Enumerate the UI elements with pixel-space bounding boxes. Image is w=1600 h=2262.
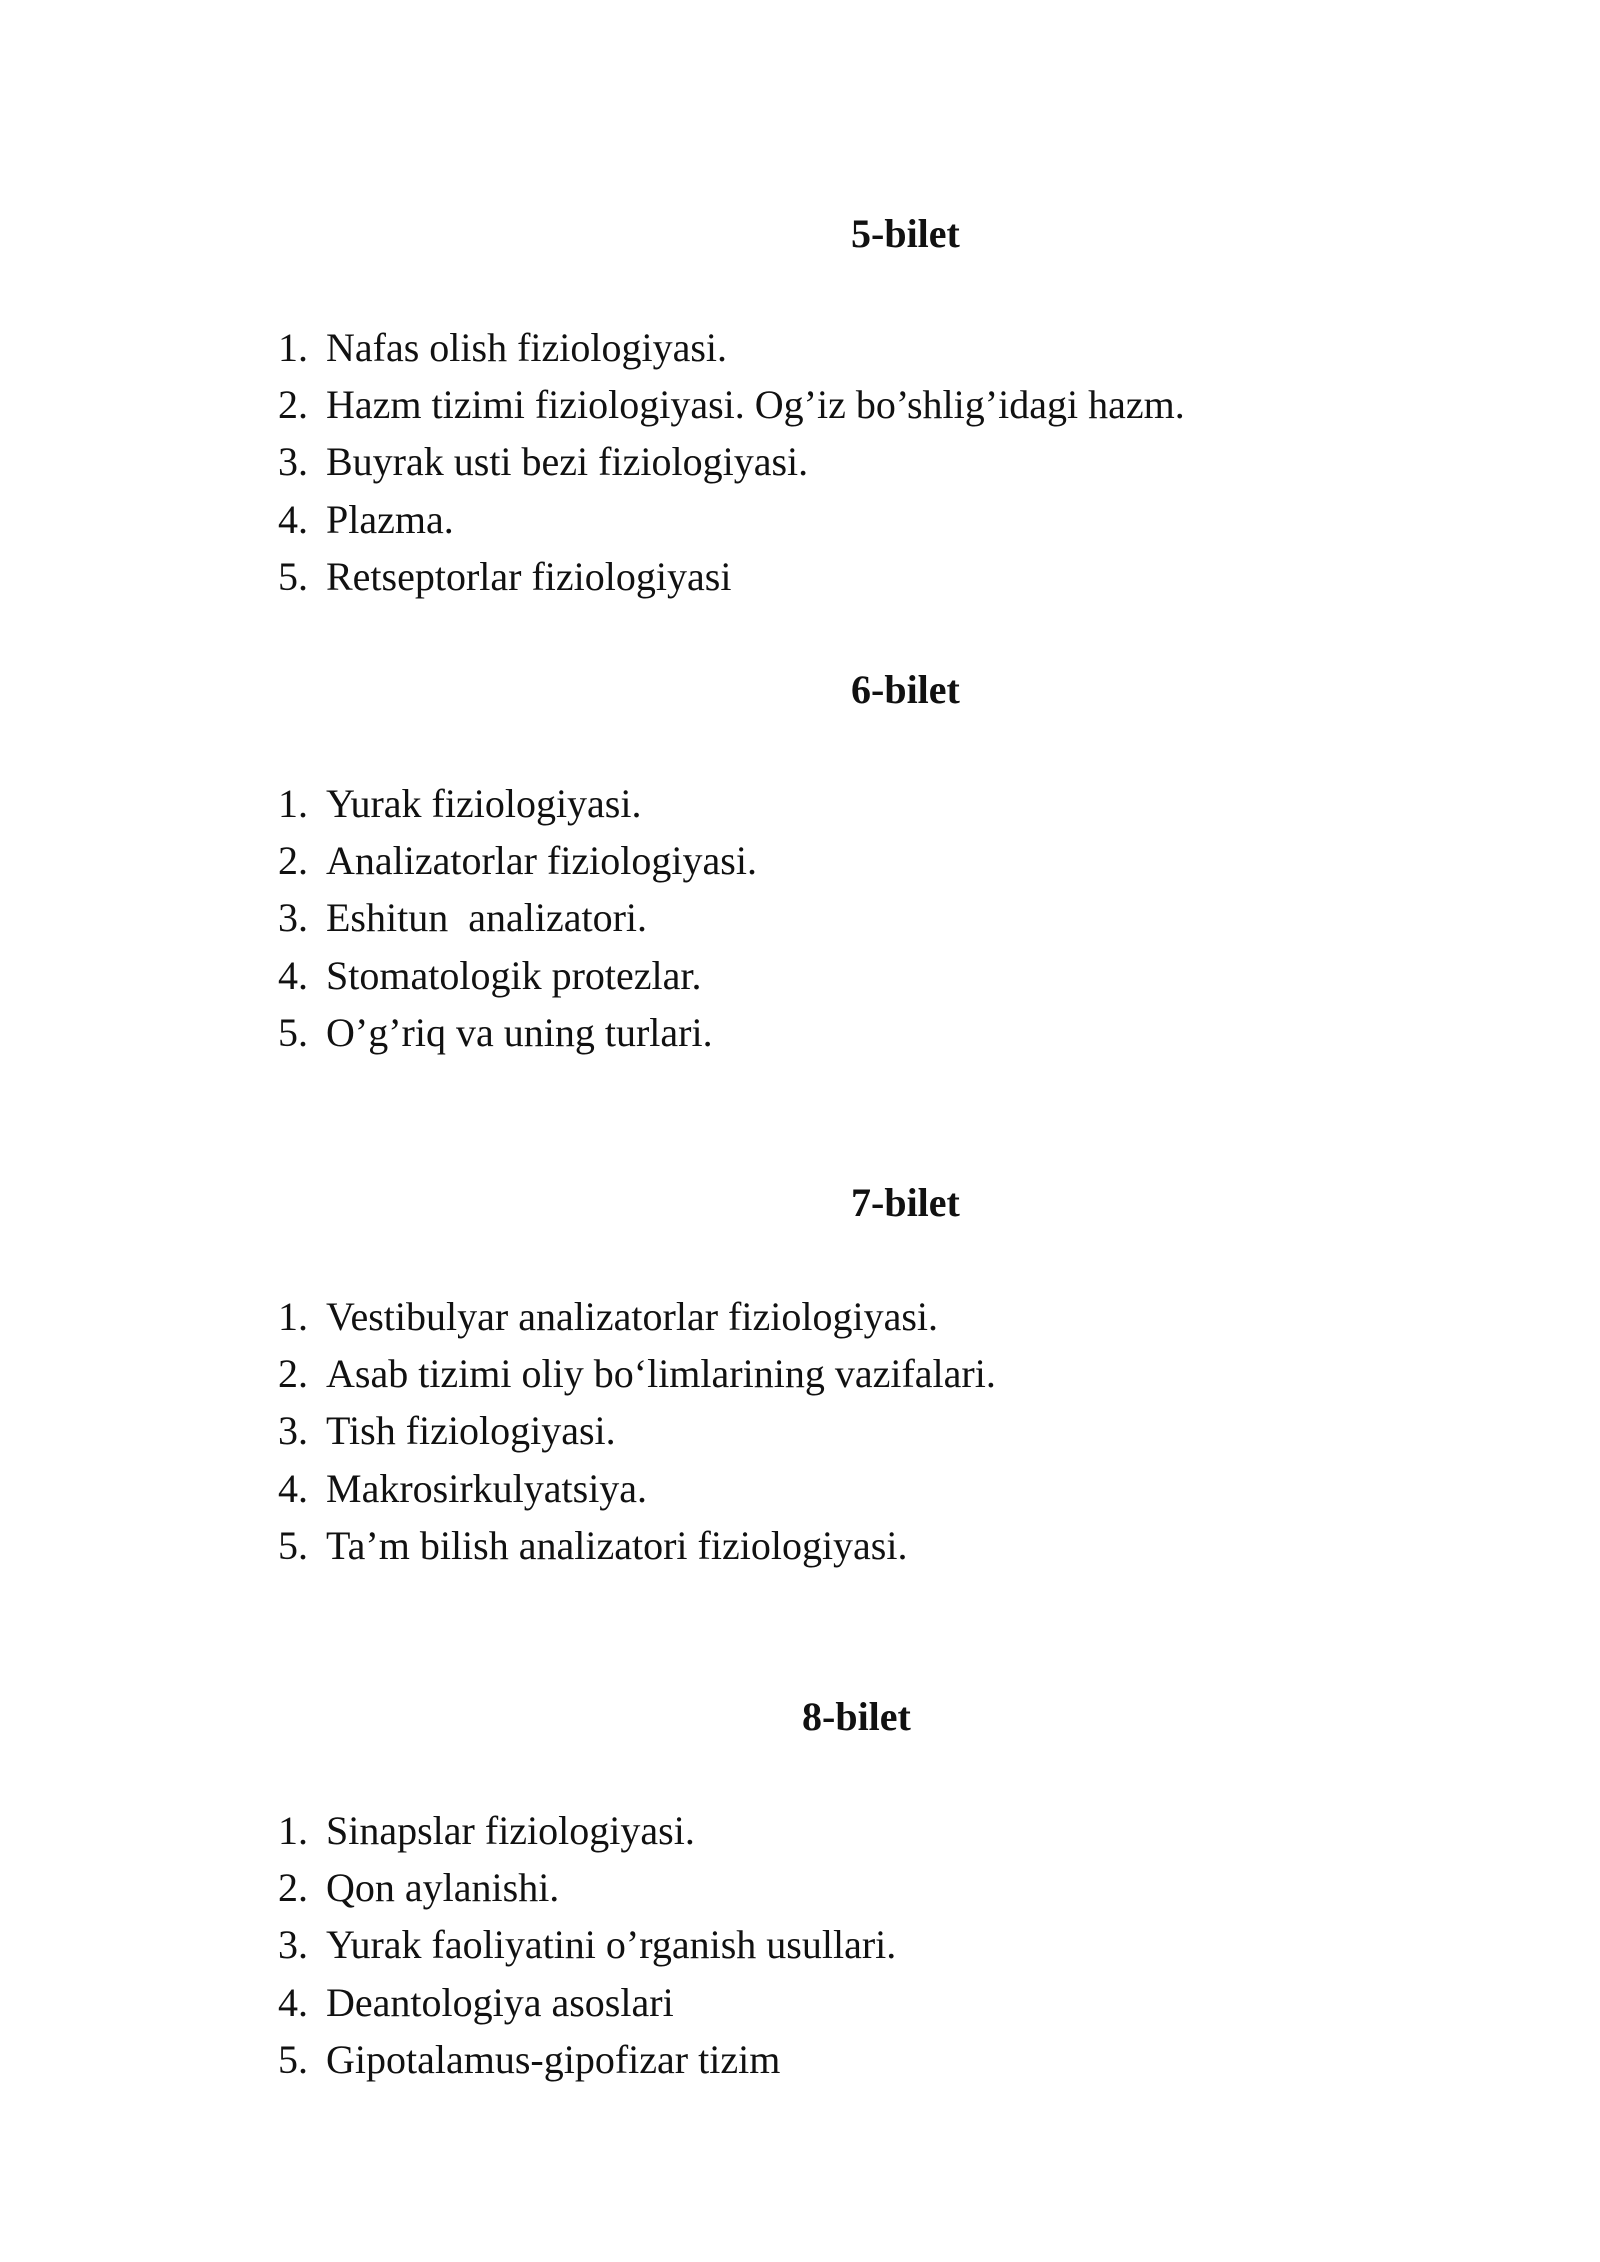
question-text: Qon aylanishi. bbox=[326, 1865, 560, 1911]
question-text: Plazma. bbox=[326, 496, 454, 542]
question-number: 2. bbox=[278, 1351, 308, 1397]
question-number: 5. bbox=[278, 1522, 308, 1568]
question-number: 4. bbox=[278, 496, 308, 542]
question-text: Makrosirkulyatsiya. bbox=[326, 1465, 648, 1511]
question-number: 3. bbox=[278, 1408, 308, 1454]
question-number: 5. bbox=[278, 2036, 308, 2082]
question-text: Sinapslar fiziologiyasi. bbox=[326, 1808, 695, 1853]
question-text: Deantologiya asoslari bbox=[326, 1979, 674, 2025]
question-text: Yurak faoliyatini o’rganish usullari. bbox=[326, 1922, 897, 1968]
question-text: Eshitun analizatori. bbox=[326, 895, 648, 941]
question-text: Hazm tizimi fiziologiyasi. Og’iz bo’shlig’idagi hazm. bbox=[326, 382, 1185, 428]
question-text: O’g’riq va uning turlari. bbox=[326, 1009, 713, 1055]
question-number: 5. bbox=[278, 1009, 308, 1055]
question-text: Gipotalamus-gipofizar tizim bbox=[326, 2036, 781, 2082]
question-text: Nafas olish fiziologiyasi. bbox=[326, 325, 728, 370]
ticket-title: 7-bilet bbox=[851, 1180, 960, 1225]
question-number: 1. bbox=[278, 1808, 308, 1853]
question-number: 3. bbox=[278, 439, 308, 485]
question-text: Analizatorlar fiziologiyasi. bbox=[326, 838, 757, 884]
question-number: 2. bbox=[278, 382, 308, 428]
question-number: 3. bbox=[278, 1922, 308, 1968]
question-number: 3. bbox=[278, 895, 308, 941]
question-number: 2. bbox=[278, 1865, 308, 1911]
question-text: Stomatologik protezlar. bbox=[326, 952, 702, 998]
question-number: 4. bbox=[278, 952, 308, 998]
question-number: 1. bbox=[278, 325, 308, 370]
ticket-title: 8-bilet bbox=[802, 1694, 911, 1739]
question-text: Retseptorlar fiziologiyasi bbox=[326, 553, 732, 599]
ticket-title: 5-bilet bbox=[851, 211, 960, 256]
question-text: Tish fiziologiyasi. bbox=[326, 1408, 616, 1454]
question-number: 5. bbox=[278, 553, 308, 599]
question-number: 4. bbox=[278, 1979, 308, 2025]
question-number: 1. bbox=[278, 1294, 308, 1339]
question-text: Vestibulyar analizatorlar fiziologiyasi. bbox=[326, 1294, 939, 1339]
question-number: 1. bbox=[278, 781, 308, 826]
question-text: Yurak fiziologiyasi. bbox=[326, 781, 642, 826]
ticket-title: 6-bilet bbox=[851, 667, 960, 712]
question-number: 2. bbox=[278, 838, 308, 884]
question-text: Asab tizimi oliy bo‘limlarining vazifalari. bbox=[326, 1351, 996, 1397]
question-text: Buyrak usti bezi fiziologiyasi. bbox=[326, 439, 809, 485]
question-number: 4. bbox=[278, 1465, 308, 1511]
question-text: Ta’m bilish analizatori fiziologiyasi. bbox=[326, 1522, 908, 1568]
